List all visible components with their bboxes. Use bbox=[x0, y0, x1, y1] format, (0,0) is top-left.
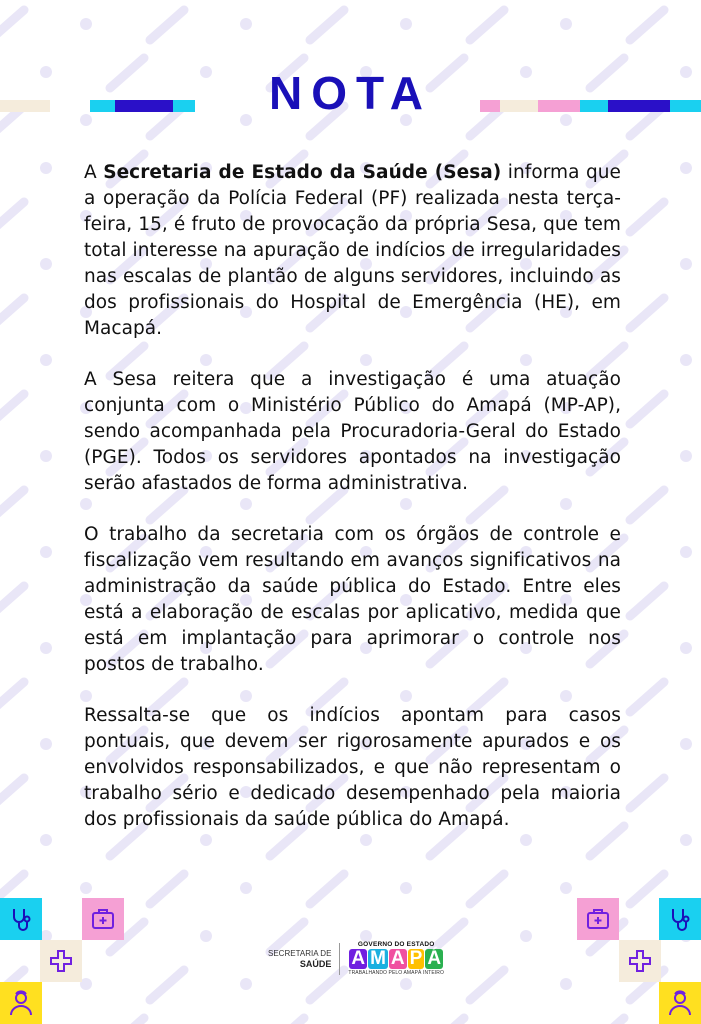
paragraph-2: A Sesa reitera que a investigação é uma atuação conjunta com o Ministério Público do Amapá (MP-AP), sendo acompanhada pela Procuradoria-Geral do Estado (PGE). Todos os servidores apontados na investigação serão afastados de forma administrativa. bbox=[84, 369, 621, 494]
amapa-wordmark: A M A P Á bbox=[351, 948, 442, 969]
doctor-icon bbox=[0, 982, 42, 1024]
stethoscope-icon bbox=[659, 898, 701, 940]
pattern-dot bbox=[240, 18, 252, 30]
logo-divider bbox=[339, 943, 340, 975]
pattern-dash bbox=[630, 778, 664, 808]
pattern-dot bbox=[40, 450, 52, 462]
page-title: NOTA bbox=[269, 67, 432, 119]
pattern-dash bbox=[150, 970, 184, 1000]
pattern-dash bbox=[310, 10, 344, 40]
pattern-dash bbox=[630, 586, 664, 616]
pattern-dash bbox=[470, 10, 504, 40]
pattern-dash bbox=[630, 202, 664, 232]
pattern-dot bbox=[520, 930, 532, 942]
pattern-dash bbox=[0, 298, 24, 328]
pattern-dash bbox=[630, 394, 664, 424]
pattern-dot bbox=[40, 162, 52, 174]
pattern-dot bbox=[680, 354, 692, 366]
pattern-dash bbox=[630, 10, 664, 40]
pattern-dot bbox=[400, 882, 412, 894]
pattern-dot bbox=[40, 738, 52, 750]
pattern-dash bbox=[0, 394, 24, 424]
pattern-dot bbox=[200, 930, 212, 942]
pattern-dot bbox=[560, 978, 572, 990]
pattern-dash bbox=[0, 682, 24, 712]
pattern-dot bbox=[40, 354, 52, 366]
pattern-dot bbox=[400, 978, 412, 990]
pattern-dash bbox=[470, 970, 504, 1000]
bold-organization: Secretaria de Estado da Saúde (Sesa) bbox=[103, 162, 502, 183]
pattern-dot bbox=[680, 738, 692, 750]
government-logo: GOVERNO DO ESTADO A M A P Á TRABALHANDO PELO AMAPÁ INTEIRO bbox=[348, 941, 444, 976]
pattern-dash bbox=[110, 1018, 144, 1024]
pattern-dot bbox=[40, 258, 52, 270]
pattern-dot bbox=[680, 258, 692, 270]
pattern-dash bbox=[430, 1018, 464, 1024]
pattern-dot bbox=[80, 882, 92, 894]
pattern-dot bbox=[240, 978, 252, 990]
medical-cross-icon bbox=[619, 940, 661, 982]
pattern-dash bbox=[270, 1018, 304, 1024]
pattern-dash bbox=[310, 874, 344, 904]
pattern-dot bbox=[40, 546, 52, 558]
pattern-dash bbox=[0, 778, 24, 808]
pattern-dot bbox=[560, 18, 572, 30]
doctor-icon bbox=[659, 982, 701, 1024]
medical-kit-icon bbox=[577, 898, 619, 940]
pattern-dash bbox=[150, 10, 184, 40]
pattern-dash bbox=[590, 1018, 624, 1024]
pattern-dash bbox=[630, 490, 664, 520]
pattern-dot bbox=[400, 18, 412, 30]
pattern-dot bbox=[680, 162, 692, 174]
pattern-dash bbox=[630, 682, 664, 712]
header-stripe-right bbox=[480, 100, 701, 112]
paragraph-3: O trabalho da secretaria com os órgãos de controle e fiscalização vem resultando em avanços significativos na administração da saúde pública do Estado. Entre eles está a elaboração de escalas por aplicativo, medida que está em implantação para aprimorar o controle nos postos de trabalho. bbox=[84, 524, 621, 675]
medical-cross-icon bbox=[40, 940, 82, 982]
medical-kit-icon bbox=[82, 898, 124, 940]
paragraph-4: Ressalta-se que os indícios apontam para casos pontuais, que devem ser rigorosamente apurados e os envolvidos responsabilizados, e que não representam o trabalho sério e dedicado desempenhado pela maioria dos profissionais da saúde pública do Amapá. bbox=[84, 705, 621, 830]
pattern-dash bbox=[0, 202, 24, 232]
pattern-dot bbox=[80, 18, 92, 30]
pattern-dash bbox=[470, 874, 504, 904]
paragraph-1: A Secretaria de Estado da Saúde (Sesa) informa que a operação da Polícia Federal (PF) realizada nesta terça-feira, 15, é fruto de provocação da própria Sesa, que tem total interesse na apuração de indícios de irregularidades nas escalas de plantão de alguns servidores, incluindo as dos profissionais do Hospital de Emergência (HE), em Macapá. bbox=[84, 162, 621, 339]
pattern-dot bbox=[40, 642, 52, 654]
pattern-dot bbox=[680, 642, 692, 654]
pattern-dash bbox=[0, 10, 24, 40]
footer-logo bbox=[268, 941, 444, 976]
pattern-dot bbox=[560, 882, 572, 894]
note-body bbox=[84, 160, 621, 858]
pattern-dot bbox=[680, 450, 692, 462]
header-stripe-left bbox=[0, 100, 195, 112]
pattern-dot bbox=[40, 834, 52, 846]
pattern-dot bbox=[680, 834, 692, 846]
secretaria-logo: SECRETARIA DE SAÚDE bbox=[268, 948, 332, 969]
pattern-dot bbox=[240, 882, 252, 894]
stethoscope-icon bbox=[0, 898, 42, 940]
pattern-dash bbox=[150, 874, 184, 904]
pattern-dash bbox=[0, 490, 24, 520]
pattern-dash bbox=[630, 298, 664, 328]
pattern-dash bbox=[0, 586, 24, 616]
pattern-dot bbox=[680, 546, 692, 558]
